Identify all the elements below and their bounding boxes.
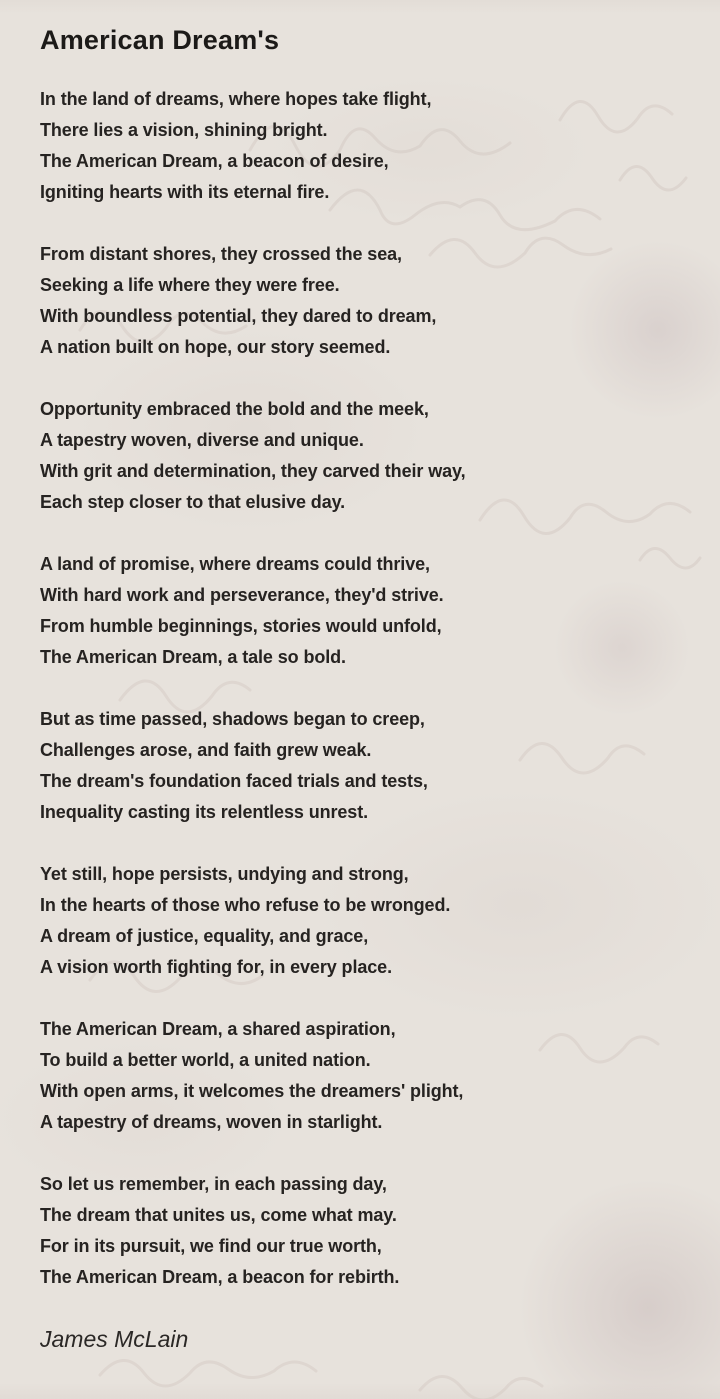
poem-line: Igniting hearts with its eternal fire. (40, 182, 330, 202)
poem-line: To build a better world, a united nation. (40, 1050, 371, 1070)
poem-line: Yet still, hope persists, undying and strong, (40, 864, 409, 884)
poem-line: Each step closer to that elusive day. (40, 492, 346, 512)
poem-stanza (40, 704, 680, 828)
poem-line: In the hearts of those who refuse to be wronged. (40, 895, 451, 915)
poem-line: Inequality casting its relentless unrest. (40, 802, 369, 822)
poem-line: For in its pursuit, we find our true worth, (40, 1236, 382, 1256)
poem-stanza (40, 394, 680, 518)
poem-line: A nation built on hope, our story seemed. (40, 337, 391, 357)
poem-stanza (40, 1169, 680, 1293)
poem-line: The American Dream, a beacon for rebirth. (40, 1267, 400, 1287)
poem-line: From distant shores, they crossed the sea, (40, 244, 402, 264)
poem-line: But as time passed, shadows began to creep, (40, 709, 425, 729)
poem-stanza (40, 1014, 680, 1138)
poem-line: The American Dream, a tale so bold. (40, 647, 346, 667)
poem-line: Opportunity embraced the bold and the meek, (40, 399, 429, 419)
poem-line: With hard work and perseverance, they'd strive. (40, 585, 444, 605)
poem-line: The dream's foundation faced trials and tests, (40, 771, 428, 791)
poem-title: American Dream's (40, 25, 280, 55)
poem-line: Challenges arose, and faith grew weak. (40, 740, 372, 760)
poem-line: With boundless potential, they dared to dream, (40, 306, 437, 326)
poem-line: The American Dream, a shared aspiration, (40, 1019, 396, 1039)
poem-stanza (40, 549, 680, 673)
poem-line: A tapestry woven, diverse and unique. (40, 430, 364, 450)
poem-stanza (40, 84, 680, 208)
poem-line: A land of promise, where dreams could thrive, (40, 554, 430, 574)
poem-line: In the land of dreams, where hopes take flight, (40, 89, 432, 109)
poem-stanza (40, 239, 680, 363)
poem-line: From humble beginnings, stories would unfold, (40, 616, 442, 636)
poem-line: The dream that unites us, come what may. (40, 1205, 397, 1225)
poem-line: The American Dream, a beacon of desire, (40, 151, 389, 171)
poem-stanza (40, 859, 680, 983)
poem-line: A tapestry of dreams, woven in starlight. (40, 1112, 383, 1132)
poem-line: There lies a vision, shining bright. (40, 120, 328, 140)
poem-line: With grit and determination, they carved their way, (40, 461, 466, 481)
poem-line: With open arms, it welcomes the dreamers' plight, (40, 1081, 464, 1101)
poem-line: So let us remember, in each passing day, (40, 1174, 387, 1194)
poem-line: Seeking a life where they were free. (40, 275, 340, 295)
poem-line: A vision worth fighting for, in every place. (40, 957, 392, 977)
poem-author-signature: James McLain (40, 1326, 189, 1352)
poem-line: A dream of justice, equality, and grace, (40, 926, 369, 946)
poem-body (40, 84, 680, 1293)
